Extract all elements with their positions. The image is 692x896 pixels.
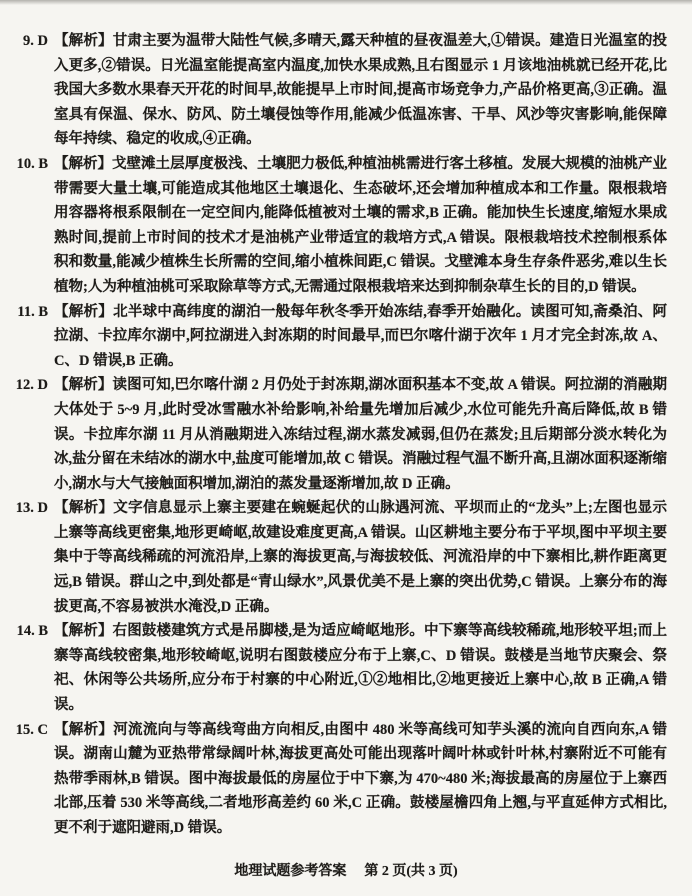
answer-number: 14. B: [16, 623, 48, 640]
answer-number: 9. D: [23, 33, 48, 49]
analysis-text: 【解析】河流流向与等高线弯曲方向相反,由图中 480 米等高线可知芋头溪的流向自西向东,A 错误。湖南山麓为亚热带常绿阔叶林,海拔更高处可能出现落叶阔叶林或针叶林,村寨附近不可能有热带季雨林,B 错误。图中海拔最低的房屋位于中下寨,为 470~480 米;海拔最高的房屋位于上寨西北部,压着 530 米等高线,二者地形高差约 60 米,C 正确。鼓楼屋檐四角上翘,与平直延伸方式相比,更不利于遮阳避雨,D 错误。: [54, 721, 667, 836]
footer-doc-title: 地理试题参考答案: [234, 864, 347, 879]
analysis-text: 【解析】读图可知,巴尔喀什湖 2 月仍处于封冻期,湖冰面积基本不变,故 A 错误。阿拉湖的消融期大体处于 5~9 月,此时受冰雪融水补给影响,补给量先增加后减少,水位可能先升高后降低,故 B 错误。卡拉库尔湖 11 月从消融期进入冻结过程,湖水蒸发减弱,但仍在蒸发;且后期部分淡水转化为冰,盐分留在未结冰的湖水中,盐度可能增加,故 C 错误。消融过程气温不断升高,且湖冰面积逐渐缩小,湖水与大气接触面积增加,湖泊的蒸发量逐渐增加,故 D 正确。: [54, 377, 667, 492]
footer-page-indicator: 第 2 页(共 3 页): [364, 864, 458, 879]
answer-item-12: [0, 373, 692, 496]
analysis-text: 【解析】右图鼓楼建筑方式是吊脚楼,是为适应崎岖地形。中下寨等高线较稀疏,地形较平坦;而上寨等高线较密集,地形较崎岖,说明右图鼓楼应分布于上寨,C、D 错误。鼓楼是当地节庆聚会、祭祀、休闲等公共场所,应分布于村寨的中心附近,①②地相比,②地更接近上寨中心,故 B 正确,A 错误。: [54, 623, 667, 714]
answer-item-11: [0, 300, 692, 374]
answer-item-13: [0, 496, 692, 619]
answer-item-10: [0, 152, 692, 300]
answer-number: 11. B: [17, 303, 48, 320]
answer-item-9: [0, 29, 692, 152]
answer-number: 15. C: [15, 721, 48, 738]
page-footer: [0, 861, 692, 883]
analysis-text: 【解析】戈壁滩土层厚度极浅、土壤肥力极低,种植油桃需进行客土移植。发展大规模的油桃产业带需要大量土壤,可能造成其他地区土壤退化、生态破坏,还会增加种植成本和工作量。限根栽培用容器将根系限制在一定空间内,能降低植被对土壤的需求,B 正确。能加快生长速度,缩短水果成熟时间,提前上市时间的技术才是油桃产业带适宜的栽培方式,A 错误。限根栽培技术控制根系体积和数量,能减少植株生长所需的空间,缩小植株间距,C 错误。戈壁滩本身生存条件恶劣,难以生长植物;人为种植油桃可采取除草等方式,无需通过限根栽培来达到抑制杂草生长的目的,D 错误。: [54, 155, 667, 295]
analysis-text: 【解析】文字信息显示上寨主要建在蜿蜒起伏的山脉遇河流、平坝而止的“龙头”上;左图也显示上寨等高线更密集,地形更崎岖,故建设难度更高,A 错误。山区耕地主要分布于平坝,图中平坝主要集中于等高线稀疏的河流沿岸,上寨的海拔更高,与海拔较低、河流沿岸的中下寨相比,耕作距离更远,B 错误。群山之中,到处都是“青山绿水”,风景优美不是上寨的突出优势,C 错误。上寨分布的海拔更高,不容易被洪水淹没,D 正确。: [54, 500, 667, 615]
answer-number: 10. B: [16, 155, 48, 172]
scan-edge-artifact: [0, 0, 692, 5]
analysis-text: 【解析】甘肃主要为温带大陆性气候,多晴天,露天种植的昼夜温差大,①错误。建造日光温室的投入更多,②错误。日光温室能提高室内温度,加快水果成熟,且右图显示 1 月该地油桃就已经开花,比我国大多数水果春天开花的时间早,故能提早上市时间,提高市场竞争力,产品价格更高,③正确。温室具有保温、保水、防风、防土壤侵蚀等作用,能减少低温冻害、干旱、风沙等灾害影响,能保障每年持续、稳定的收成,④正确。: [54, 33, 667, 148]
answer-item-14: [0, 619, 692, 717]
answer-number: 12. D: [15, 377, 48, 394]
analysis-text: 【解析】北半球中高纬度的湖泊一般每年秋冬季开始冻结,春季开始融化。读图可知,斋桑泊、阿拉湖、卡拉库尔湖中,阿拉湖进入封冻期的时间最早,而巴尔喀什湖于次年 1 月才完全封冻,故 A、C、D 错误,B 正确。: [54, 303, 667, 369]
answer-number: 13. D: [15, 500, 48, 517]
answer-item-15: [0, 718, 692, 841]
